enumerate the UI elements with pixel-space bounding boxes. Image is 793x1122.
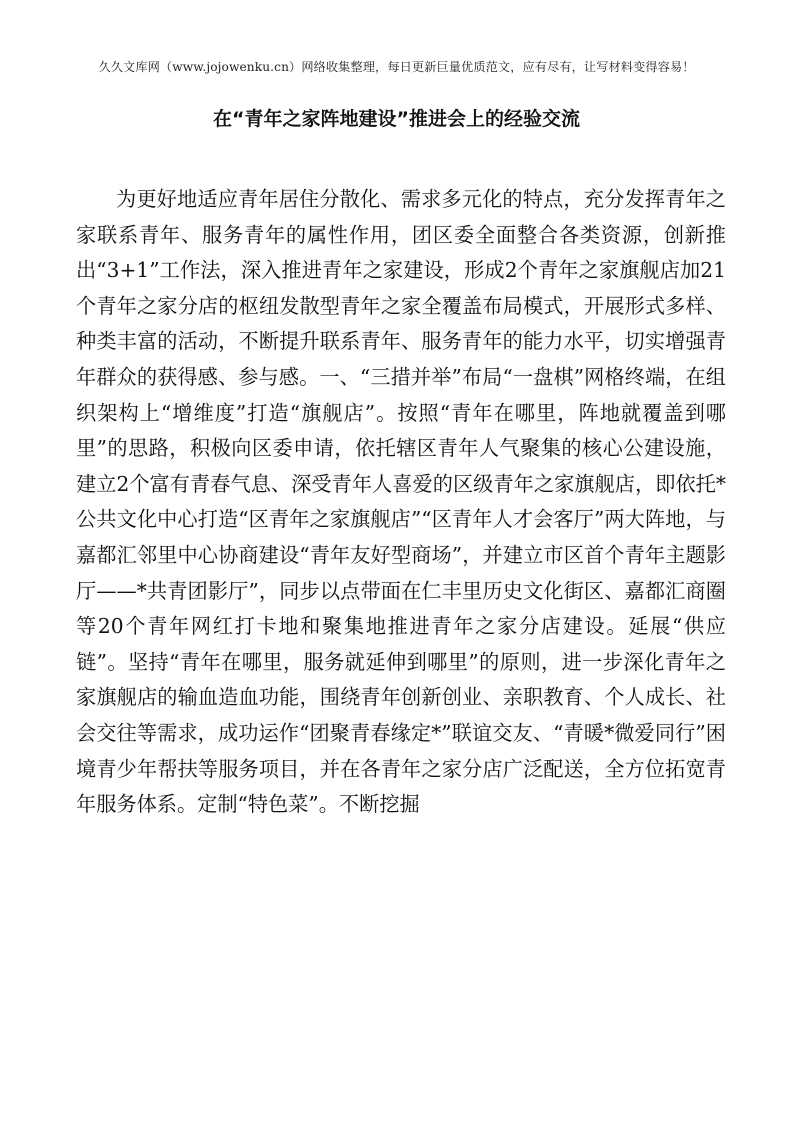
document-title: 在“青年之家阵地建设”推进会上的经验交流: [213, 108, 580, 130]
body-paragraph: 为更好地适应青年居住分散化、需求多元化的特点，充分发挥青年之家联系青年、服务青年的属性作用，团区委全面整合各类资源，创新推出“3+1”工作法，深入推进青年之家建设，形成2个青年之家旗舰店加21个青年之家分店的枢纽发散型青年之家全覆盖布局模式，开展形式多样、种类丰富的活动，不断提升联系青年、服务青年的能力水平，切实增强青年群众的获得感、参与感。一、“三措并举”布局“一盘棋”网格终端，在组织架构上“增维度”打造“旗舰店”。按照“青年在哪里，阵地就覆盖到哪里”的思路，积极向区委申请，依托辖区青年人气聚集的核心公建设施，建立2个富有青春气息、深受青年人喜爱的区级青年之家旗舰店，即依托*公共文化中心打造“区青年之家旗舰店”“区青年人才会客厅”两大阵地，与嘉都汇邻里中心协商建设“青年友好型商场”，并建立市区首个青年主题影厅——*共青团影厅”，同步以点带面在仁丰里历史文化街区、嘉都汇商圈等20个青年网红打卡地和聚集地推进青年之家分店建设。延展“供应链”。坚持“青年在哪里，服务就延伸到哪里”的原则，进一步深化青年之家旗舰店的输血造血功能，围绕青年创新创业、亲职教育、个人成长、社会交往等需求，成功运作“团聚青春缘定*”联谊交友、“青暖*微爱同行”困境青少年帮扶等服务项目，并在各青年之家分店广泛配送，全方位拓宽青年服务体系。定制“特色菜”。不断挖掘: [76, 187, 726, 817]
header-banner: 久久文库网（www.jojowenku.cn）网络收集整理，每日更新巨量优质范文，应有尽有，让写材料变得容易！: [98, 60, 695, 74]
